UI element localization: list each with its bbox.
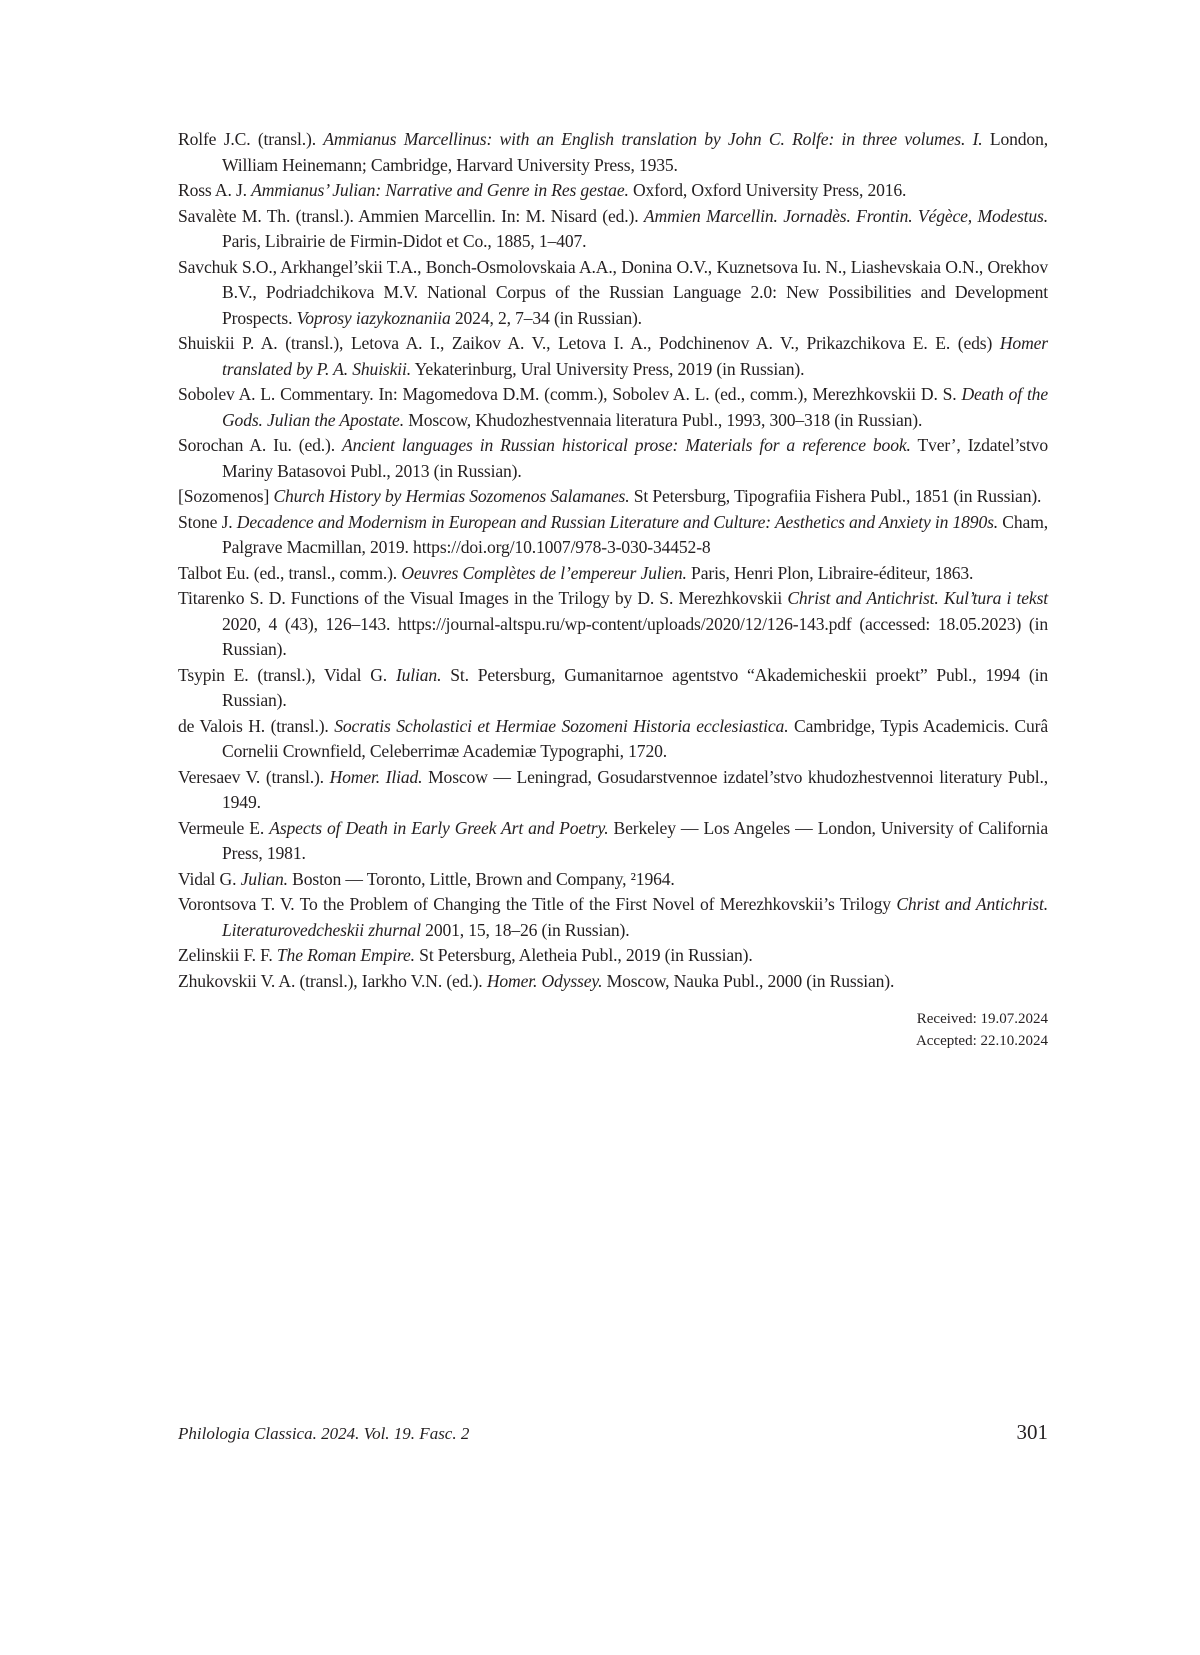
reference-title: Aspects of Death in Early Greek Art and Poetry.	[269, 817, 609, 838]
reference-text: Stone J.	[178, 511, 237, 532]
reference-entry	[178, 969, 1048, 995]
reference-text: Tsypin E. (transl.), Vidal G.	[178, 664, 396, 685]
reference-entry	[178, 382, 1048, 433]
reference-text: Sobolev A. L. Commentary. In: Magomedova D.M. (comm.), Sobolev A. L. (ed., comm.), Merezhkovskii D. S.	[178, 384, 962, 404]
reference-title: Ammianus Marcellinus: with an English translation by John C. Rolfe: in three volumes. I.	[323, 129, 983, 149]
reference-text: St. Petersburg, Gumanitarnoe agentstvo “Akademicheskii proekt” Publ., 1994 (in Russian).	[222, 664, 1049, 710]
article-dates	[916, 1008, 1048, 1052]
reference-text: [Sozomenos]	[178, 486, 274, 506]
reference-title: Ancient languages in Russian historical prose: Materials for a reference book.	[342, 435, 911, 455]
reference-text: de Valois H. (transl.).	[178, 715, 335, 736]
reference-text: Berkeley — Los Angeles — London, University of California Press, 1981.	[222, 817, 1048, 863]
reference-entry	[178, 867, 1048, 893]
reference-text: Vermeule E.	[178, 817, 270, 838]
reference-text: Zhukovskii V. A. (transl.), Iarkho V.N. (ed.).	[178, 970, 487, 991]
reference-title: Ammien Marcellin. Jornadès. Frontin. Végèce, Modestus.	[643, 205, 1048, 226]
reference-entry	[178, 714, 1048, 765]
reference-text: Shuiskii P. A. (transl.), Letova A. I., Zaikov A. V., Letova I. A., Podchinenov A. V., Prikazchikova E. E. (eds)	[178, 333, 1000, 353]
reference-text: Cambridge, Typis Academicis. Curâ Cornelii Crownfield, Celeberrimæ Academiæ Typographi, 1720.	[222, 715, 1048, 761]
reference-entry	[178, 816, 1048, 867]
reference-text: Paris, Henri Plon, Libraire-éditeur, 1863.	[686, 562, 974, 583]
reference-text: Moscow, Nauka Publ., 2000 (in Russian).	[602, 970, 895, 991]
reference-title: Julian.	[240, 868, 288, 889]
reference-text: 2020, 4 (43), 126–143. https://journal-altspu.ru/wp-content/uploads/2020/12/126-143.pdf (accessed: 18.05.2023) (in Russian).	[222, 613, 1048, 659]
reference-text: 2001, 15, 18–26 (in Russian).	[420, 919, 630, 940]
reference-title: Christ and Antichrist. Kul’tura i tekst	[787, 588, 1048, 608]
reference-entry	[178, 892, 1048, 943]
reference-text: Savalète M. Th. (transl.). Ammien Marcellin. In: M. Nisard (ed.).	[178, 205, 644, 226]
reference-entry	[178, 331, 1048, 382]
footer-journal-title: Philologia Classica. 2024. Vol. 19. Fasc. 2	[178, 1424, 470, 1443]
reference-text: Titarenko S. D. Functions of the Visual Images in the Trilogy by D. S. Merezhkovskii	[178, 588, 788, 608]
reference-text: Oxford, Oxford University Press, 2016.	[628, 180, 907, 200]
reference-entry	[178, 765, 1048, 816]
reference-entry	[178, 433, 1048, 484]
reference-entry	[178, 561, 1048, 587]
reference-title: Homer translated by P. A. Shuiskii.	[222, 333, 1048, 379]
reference-list	[178, 127, 1048, 994]
reference-text: Vidal G.	[178, 868, 241, 889]
reference-text: Savchuk S.O., Arkhangel’skii T.A., Bonch-Osmolovskaia A.A., Donina O.V., Kuznetsova Iu. N., Liashevskaia O.N., Orekhov B.V., Podriadchikova M.V. National Corpus of the Russian Language 2.0: New Possibilities and Development Prospects.	[178, 256, 1048, 328]
reference-title: Death of the Gods. Julian the Apostate.	[222, 384, 1048, 430]
accepted-date: Accepted: 22.10.2024	[915, 1033, 1048, 1049]
reference-entry	[178, 663, 1048, 714]
reference-text: Vorontsova T. V. To the Problem of Changing the Title of the First Novel of Merezhkovskii’s Trilogy	[178, 894, 897, 914]
reference-title: Homer. Odyssey.	[486, 970, 603, 991]
reference-text: Rolfe J.C. (transl.).	[178, 129, 324, 149]
reference-text: Cham, Palgrave Macmillan, 2019. https://doi.org/10.1007/978-3-030-34452-8	[222, 511, 1048, 557]
reference-text: Talbot Eu. (ed., transl., comm.).	[178, 562, 402, 583]
reference-text: Moscow — Leningrad, Gosudarstvennoe izdatel’stvo khudozhestvennoi literatury Publ., 1949.	[222, 766, 1048, 812]
reference-text: Paris, Librairie de Firmin-Didot et Co., 1885, 1–407.	[222, 231, 587, 251]
reference-text: Ross A. J.	[178, 180, 252, 200]
reference-text: Boston — Toronto, Little, Brown and Company, ²1964.	[287, 868, 675, 889]
reference-text: Moscow, Khudozhestvennaia literatura Publ., 1993, 300–318 (in Russian).	[403, 409, 923, 430]
reference-entry	[178, 255, 1048, 332]
page-number: 301	[1016, 1420, 1048, 1444]
reference-text: 2024, 2, 7–34 (in Russian).	[450, 307, 642, 328]
received-date: Received: 19.07.2024	[916, 1011, 1048, 1027]
reference-title: The Roman Empire.	[276, 945, 415, 965]
reference-title: Homer. Iliad.	[329, 766, 423, 787]
reference-text: St Petersburg, Tipografiia Fishera Publ., 1851 (in Russian).	[629, 486, 1042, 506]
reference-title: Ammianus’ Julian: Narrative and Genre in Res gestae.	[251, 180, 629, 200]
reference-text: Zelinskii F. F.	[178, 945, 277, 965]
reference-text: London, William Heinemann; Cambridge, Harvard University Press, 1935.	[222, 129, 1048, 175]
reference-entry	[178, 510, 1048, 561]
reference-title: Voprosy iazykoznaniia	[296, 307, 451, 328]
reference-title: Socratis Scholastici et Hermiae Sozomeni Historia ecclesiastica.	[334, 715, 789, 736]
reference-text: Yekaterinburg, Ural University Press, 2019 (in Russian).	[411, 358, 805, 379]
reference-entry	[178, 484, 1048, 510]
reference-entry	[178, 204, 1048, 255]
reference-title: Oeuvres Complètes de l’empereur Julien.	[401, 562, 687, 583]
reference-text: St Petersburg, Aletheia Publ., 2019 (in Russian).	[414, 945, 753, 965]
reference-text: Veresaev V. (transl.).	[178, 766, 330, 787]
reference-entry	[178, 943, 1048, 969]
reference-text: Sorochan A. Iu. (ed.).	[178, 435, 343, 455]
reference-title: Iulian.	[395, 664, 442, 685]
reference-entry	[178, 178, 1048, 204]
reference-entry	[178, 586, 1048, 663]
reference-title: Church History by Hermias Sozomenos Salamanes.	[273, 486, 630, 506]
reference-entry	[178, 127, 1048, 178]
reference-title: Decadence and Modernism in European and Russian Literature and Culture: Aesthetics and Anxiety in 1890s.	[236, 511, 999, 532]
reference-text: Tver’, Izdatel’stvo Mariny Batasovoi Publ., 2013 (in Russian).	[222, 435, 1048, 481]
reference-title: Christ and Antichrist. Literaturovedcheskii zhurnal	[222, 894, 1048, 940]
